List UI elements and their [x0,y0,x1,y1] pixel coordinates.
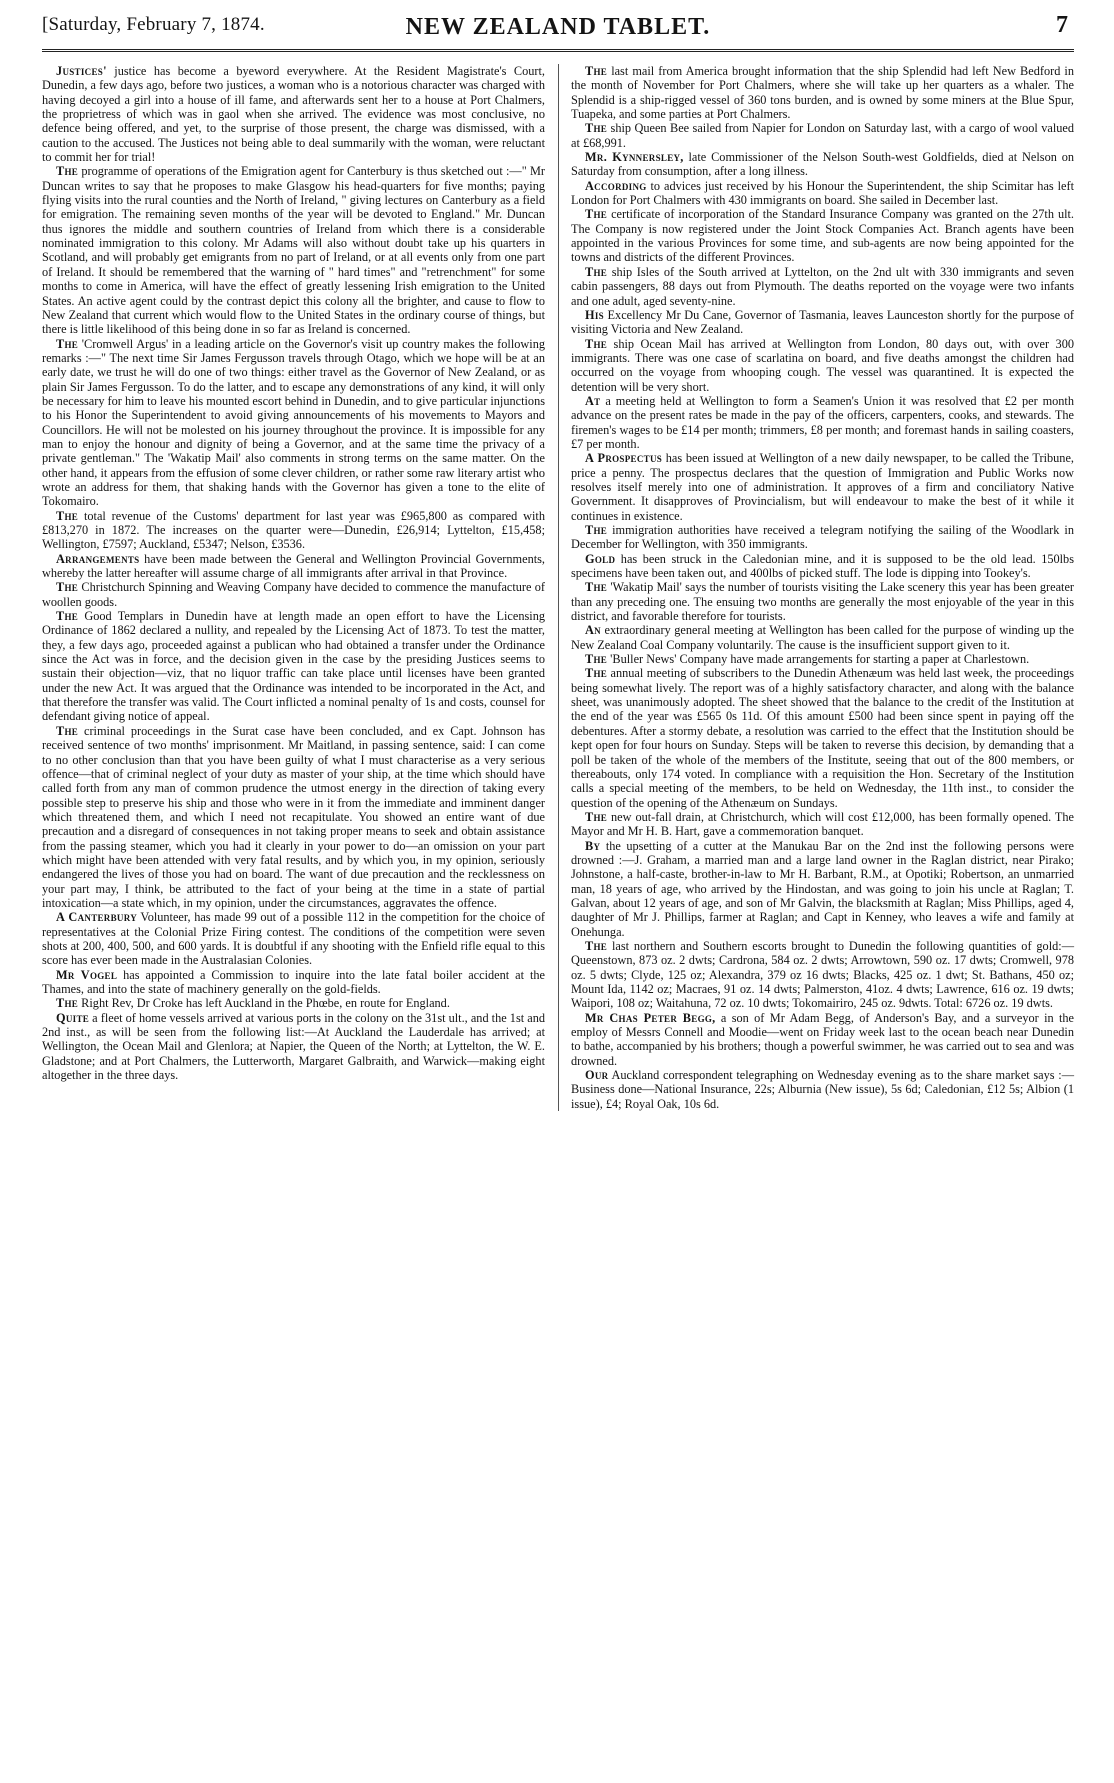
paragraph-text: ship Isles of the South arrived at Lyttelton, on the 2nd ult with 330 immigrants and seven cabin passengers, 88 days out from Plymouth. The deaths reported on the voyage were two infants and one adult, aged seventy-nine. [571,264,1074,308]
news-paragraph [42,64,545,164]
left-column [42,64,545,1111]
paragraph-lead: Mr Chas Peter Begg, [585,1010,716,1025]
paragraph-lead: The [56,996,79,1011]
news-paragraph [571,1011,1074,1068]
news-paragraph [42,509,545,552]
paragraph-text: certificate of incorporation of the Standard Insurance Company was granted on the 27th ult. The Company is now registered under the Joint Stock Companies Act. Branch agents have been appointed in the various Provinces for some time, and sub-agents are now being appointed for the towns and districts of the different Provinces. [571,207,1074,265]
paragraph-lead: Arrangements [56,551,140,566]
paragraph-lead: The [585,809,608,824]
news-paragraph [571,207,1074,264]
news-paragraph [42,580,545,609]
news-paragraph [571,580,1074,623]
news-paragraph [571,623,1074,652]
paragraph-text: extraordinary general meeting at Wellington has been called for the purpose of winding up the New Zealand Coal Company voluntarily. The cause is the insufficient support given to it. [571,623,1074,652]
news-paragraph [42,552,545,581]
paragraph-text: have been made between the General and Wellington Provincial Governments, whereby the latter hereafter will assume charge of all immigrants after arrival in that Province. [42,551,545,581]
paragraph-lead: The [585,64,608,78]
masthead [42,12,1074,52]
paragraph-text: to advices just received by his Honour the Superintendent, the ship Scimitar has left London for Port Chalmers with 430 immigrants on board. She sailed in December last. [571,178,1074,208]
news-paragraph [571,451,1074,523]
paragraph-text: a son of Mr Adam Begg, of Anderson's Bay, and a surveyor in the employ of Messrs Connell and Moodie—went on Friday week last to the ocean beach near Dunedin to bathe, accompanied by his brothers; though a powerful swimmer, he was carried out to sea and was drowned. [571,1010,1075,1068]
paragraph-text: new out-fall drain, at Christchurch, which will cost £12,000, has been formally opened. The Mayor and Mr H. B. Hart, gave a commemoration banquet. [571,809,1074,839]
paragraph-lead: According [585,178,647,193]
paragraph-lead: Mr. Kynnersley, [585,150,684,165]
news-paragraph [571,552,1074,581]
paragraph-lead: The [585,121,608,136]
paragraph-lead: Justices' [56,64,107,78]
paragraph-lead: Quite [56,1010,90,1025]
paragraph-lead: The [56,336,79,351]
paragraph-text: total revenue of the Customs' department for last year was £965,800 as compared with £813,270 in 1872. The increases on the quarter were—Dunedin, £26,914; Lyttelton, £15,458; Wellington, £7597; Auckland, £5347; Nelson, £3536. [42,508,545,552]
news-paragraph [42,1011,545,1083]
news-paragraph [571,810,1074,839]
news-paragraph [571,1068,1074,1111]
paragraph-lead: An [585,623,601,638]
paragraph-text: 'Buller News' Company have made arrangements for starting a paper at Charlestown. [607,652,1030,667]
paragraph-text: programme of operations of the Emigration agent for Canterbury is thus sketched out :—" Mr Duncan writes to say that he proposes to make Glasgow his head-quarters for five months; paying flying visits into the rural counties and the North of Ireland, " giving lectures on Canterbury as a field for emigration. The remaining seven months of the year will be devoted to England." Mr. Duncan thus ignores the middle and southern countries of Ireland from which there is a considerable nominated immigration to this colony. Mr Adams will also without doubt take up his quarters in Scotland, and will probably get emigrants from no part of Ireland, or at all events only from one part of Ireland. It should be remembered that the warning of " hard times" and "retrenchment" for some months to come in America, will have the effect of greatly lessening Irish emigration to the United States. An active agent could by the contrast depict this colony all the brighter, and cause to flow to New Zealand that current which would flow to the United States in the ordinary course of things, but there is little likelihood of this being done in so far as Ireland is concerned. [42,164,545,337]
paragraph-text: has been issued at Wellington of a new daily newspaper, to be called the Tribune, price a penny. The prospectus declares that the question of Immigration and Public Works now resolves itself merely into one of administration. It approves of a firm and conciliatory Native Government. It disapproves of Provincialism, but will endeavour to make the best of it while it continues in existence. [571,451,1074,523]
paragraph-text: criminal proceedings in the Surat case have been concluded, and ex Capt. Johnson has received sentence of two months' imprisonment. Mr Maitland, in passing sentence, said: I can come to no other conclusion than that you have been guilty of what I must characterise as a very serious offence—that of criminal neglect of your duty as master of your ship, at the time which should have called forth from any man of common prudence the utmost energy in the direction of taking every possible step to preserve his ship and those who were in it from the immediate and imminent danger which threatened them, and which I need not recapitulate. You showed an entire want of due precaution and a disregard of consequences in not taking proper means to seek and obtain assistance from the passing steamer, which you had it clearly in your power to do—an omission on your part which might have been attended with very fatal results, and by which you, in my opinion, seriously endangered the lives of those you had on board. The want of due precaution and the recklessness on your part may, I think, be attributed to the fact of your being at the time in a state of partial intoxication—a state which, in my opinion, under the circumstances, aggravates the offence. [42,723,545,910]
issue-date: [Saturday, February 7, 1874. [42,14,265,35]
news-paragraph [42,724,545,910]
paragraph-lead: Mr Vogel [56,967,118,982]
paragraph-lead: The [56,164,79,179]
paragraph-text: 'Cromwell Argus' in a leading article on the Governor's visit up country makes the following remarks :—" The next time Sir James Fergusson travels through Otago, which we hope will be at an early date, we trust he will do one of two things: either travel as the Governor of New Zealand, or as plain Sir James Fergusson. To do the latter, and to escape any demonstrations of any kind, it will only be necessary for him to leave his mounted escort behind in Dunedin, and to give particular injunctions to his Honor the Superintendent to avoid giving announcements of his movements to Mayors and Councillors. He will not be molested on his journey throughout the province. It is impossible for any man to enjoy the honour and dignity of being a Governor, and at the same time the privacy of a private gentleman." The 'Wakatip Mail' also comments in strong terms on the same matter. On the other hand, it appears from the effusion of some clever children, or rather some raw literary artist who wrote an address for them, that shaking hands with the Governor has given a tone to the elite of Tokomairo. [42,336,546,509]
paragraph-lead: Gold [585,551,616,566]
news-paragraph [571,652,1074,666]
paragraph-lead: The [585,336,608,351]
paragraph-text: Christchurch Spinning and Weaving Company have decided to commence the manufacture of woollen goods. [42,580,545,609]
news-paragraph [42,910,545,967]
paragraph-text: Right Rev, Dr Croke has left Auckland in the Phœbe, en route for England. [78,996,450,1011]
news-paragraph [42,337,545,509]
paragraph-text: has appointed a Commission to inquire into the late fatal boiler accident at the Thames, and into the state of machinery generally on the gold-fields. [42,967,546,996]
paragraph-lead: By [585,838,601,853]
paragraph-lead: Our [585,1068,609,1083]
paragraph-lead: The [585,207,608,222]
paragraph-lead: The [585,264,608,279]
right-column [571,64,1074,1111]
news-paragraph [571,839,1074,939]
news-paragraph [571,265,1074,308]
paragraph-text: Volunteer, has made 99 out of a possible 112 in the competition for the choice of representatives at the Colonial Prize Firing contest. The conditions of the competition were seven shots at 200, 400, 500, and 600 yards. It is doubtful if any shooting with the Enfield rifle equal to this score has ever been made in the Australasian Colonies. [42,910,545,968]
paragraph-text: ship Ocean Mail has arrived at Wellington from London, 80 days out, with over 300 immigrants. There was one case of scarlatina on board, and five deaths amongst the children had occurred on the voyage from whooping cough. The vessel was quarantined. It is expected the detention will be very short. [571,336,1074,394]
masthead-rule [42,49,1074,52]
news-paragraph [571,150,1074,179]
paragraph-lead: At [585,393,601,408]
paragraph-text: last northern and Southern escorts brought to Dunedin the following quantities of gold:—Queenstown, 873 oz. 2 dwts; Cardrona, 584 oz. 2 dwts; Arrowtown, 590 oz. 17 dwts; Cromwell, 978 oz. 5 dwts; Clyde, 125 oz; Alexandra, 379 oz 16 dwts; Blacks, 425 oz. 1 dwt; St. Bathans, 450 oz; Mount Ida, 1142 oz; Macraes, 91 oz. 14 dwts; Palmerston, 41oz. 4 dwts; Lawrence, 616 oz. 19 dwts; Waipori, 108 oz; Waitahuna, 72 oz. 10 dwts; Tokomairiro, 245 oz. 9dwts. Total: 6726 oz. 19 dwts. [571,938,1074,1011]
news-paragraph [42,164,545,336]
news-paragraph [571,939,1074,1011]
news-paragraph [571,523,1074,552]
news-paragraph [571,666,1074,809]
paragraph-text: 'Wakatip Mail' says the number of tourists visiting the Lake scenery this year has been greater than any preceding one. The ensuing two months are generally the most enjoyable of the year in this district, and favorable therefore for tourists. [571,580,1074,624]
paragraph-lead: The [56,580,79,595]
paragraph-text: ship Queen Bee sailed from Napier for London on Saturday last, with a cargo of wool valued at £68,991. [571,121,1074,150]
paragraph-text: late Commissioner of the Nelson South-west Goldfields, died at Nelson on Saturday from consumption, after a long illness. [571,150,1074,179]
paragraph-text: the upsetting of a cutter at the Manukau Bar on the 2nd inst the following persons were drowned :—J. Graham, a married man and a large land owner in the Raglan district, near Pirako; Johnstone, a half-caste, brother-in-law to Mr H. Barbant, R.M., at Opotiki; Robertson, an unmarried man, 18 years of age, who arrived by the Hindostan, and was going to join his uncle at Raglan; T. Galvan, about 12 years of age, and son of Mr Galvin, the blacksmith at Raglan; Miss Phillips, aged 4, daughter of Mr J. Phillips, farmer at Raglan; and Capt in Kenney, who leaves a wife and family at Onehunga. [571,838,1074,939]
paragraph-lead: The [56,609,79,624]
news-paragraph [571,179,1074,208]
news-paragraph [571,394,1074,451]
paragraph-lead: The [585,580,608,595]
paragraph-text: Auckland correspondent telegraphing on Wednesday evening as to the share market says :—Business done—National Insurance, 22s; Alburnia (New issue), 5s 6d; Caledonian, £12 5s; Albion (1 issue), £4; Royal Oak, 10s 6d. [571,1068,1074,1111]
paragraph-lead: The [56,508,79,523]
paragraph-lead: His [585,307,604,322]
publication-title: NEW ZEALAND TABLET. [405,14,711,40]
paragraph-text: immigration authorities have received a telegram notifying the sailing of the Woodlark in December for Wellington, with 350 immigrants. [571,523,1074,552]
paragraph-lead: A Prospectus [585,451,663,466]
news-paragraph [42,996,545,1010]
news-paragraph [42,968,545,997]
news-paragraph [571,337,1074,394]
paragraph-lead: A Canterbury [56,910,137,925]
paragraph-text: justice has become a byeword everywhere. At the Resident Magistrate's Court, Dunedin, a few days ago, before two justices, a woman who is a notorious character was charged with having decoyed a girl into a house of ill fame, and afterwards sent her to a house at Port Chalmers, the proprietress of which was in gaol when she arrived. The evidence was most conclusive, no defence being offered, and yet, to the surprise of those present, the charge was dismissed, with a caution to the accused. The Justices not being able to deal summarily with the woman, were reluctant to commit her for trial! [42,64,545,165]
paragraph-text: Good Templars in Dunedin have at length made an open effort to have the Licensing Ordinance of 1862 declared a nullity, and repealed by the Licensing Act of 1873. To test the matter, they, a few days ago, proceeded against a publican who had obtained a transfer under the Ordinance since the Act was in force, and the decision given in the case by the presiding Justices seems to sustain their objection—viz, that no liquor traffic can take place until licenses have been granted under the new Act. It was argued that the Ordinance was intended to be incorporated in the Act, and that therefore the transfer was valid. The Court inflicted a nominal penalty of 1s and costs, counsel for defendant giving notice of appeal. [42,609,545,724]
paragraph-lead: The [56,723,79,738]
news-paragraph [42,609,545,724]
news-paragraph [571,308,1074,337]
paragraph-text: last mail from America brought information that the ship Splendid had left New Bedford in the month of November for Port Chalmers, where she will take up her quarters as a whaler. The Splendid is a ship-rigged vessel of 360 tons burden, and is owned by some miners at the Blue Spur, Tuapeka, and some parties at Port Chalmers. [571,64,1074,122]
paragraph-text: annual meeting of subscribers to the Dunedin Athenæum was held last week, the proceedings being somewhat lively. The report was of a highly satisfactory character, and along with the balance sheet, was unanimously adopted. The sheet showed that the balance to the credit of the Institution at the end of the year was £565 0s 11d. Of this amount £500 had been since spent in paying off the debentures. After a stormy debate, a resolution was carried to the effect that the Institution should be kept open for four hours on Sunday. Steps will be taken to reverse this decision, by demanding that a poll be taken of the whole of the members of the Institute, seeing that out of the 800 members, or thereabouts, only 174 voted. In compliance with a requisition the Hon. Secretary of the Institution calls a special meeting of the members, to be held on Wednesday, the 11th inst., to consider the question of the opening of the Athenæum on Sundays. [571,666,1074,810]
news-paragraph [571,121,1074,150]
paragraph-text: a fleet of home vessels arrived at various ports in the colony on the 31st ult., and the 1st and 2nd inst., as will be seen from the following list:—At Auckland the Lauderdale has arrived; at Wellington, the Ocean Mail and Glenlora; at Napier, the Queen of the North; at Lyttelton, the W. E. Gladstone; and at Port Chalmers, the Lutterworth, Margaret Galbraith, and Warwick—making eight altogether in the three days. [42,1010,545,1083]
paragraph-lead: The [585,666,608,681]
news-paragraph [571,64,1074,121]
paragraph-text: Excellency Mr Du Cane, Governor of Tasmania, leaves Launceston shortly for the purpose of visiting Victoria and New Zealand. [571,307,1074,337]
paragraph-lead: The [585,523,608,537]
paragraph-text: has been struck in the Caledonian mine, and it is supposed to be the old lead. 150lbs specimens have been taken out, and 400lbs of picked stuff. The lode is dipping into Tookey's. [571,551,1074,581]
paragraph-text: a meeting held at Wellington to form a Seamen's Union it was resolved that £2 per month advance on the present rates be made in the pay of the officers, carpenters, cooks, and stewards. The firemen's wages to be £14 per month; trimmers, £8 per month; and foremast hands in sailing coasters, £7 per month. [571,393,1074,451]
column-divider [558,64,559,1111]
page-number: 7 [1056,12,1068,38]
paragraph-lead: The [585,938,608,953]
article-columns [42,64,1074,1111]
paragraph-lead: The [585,652,608,667]
